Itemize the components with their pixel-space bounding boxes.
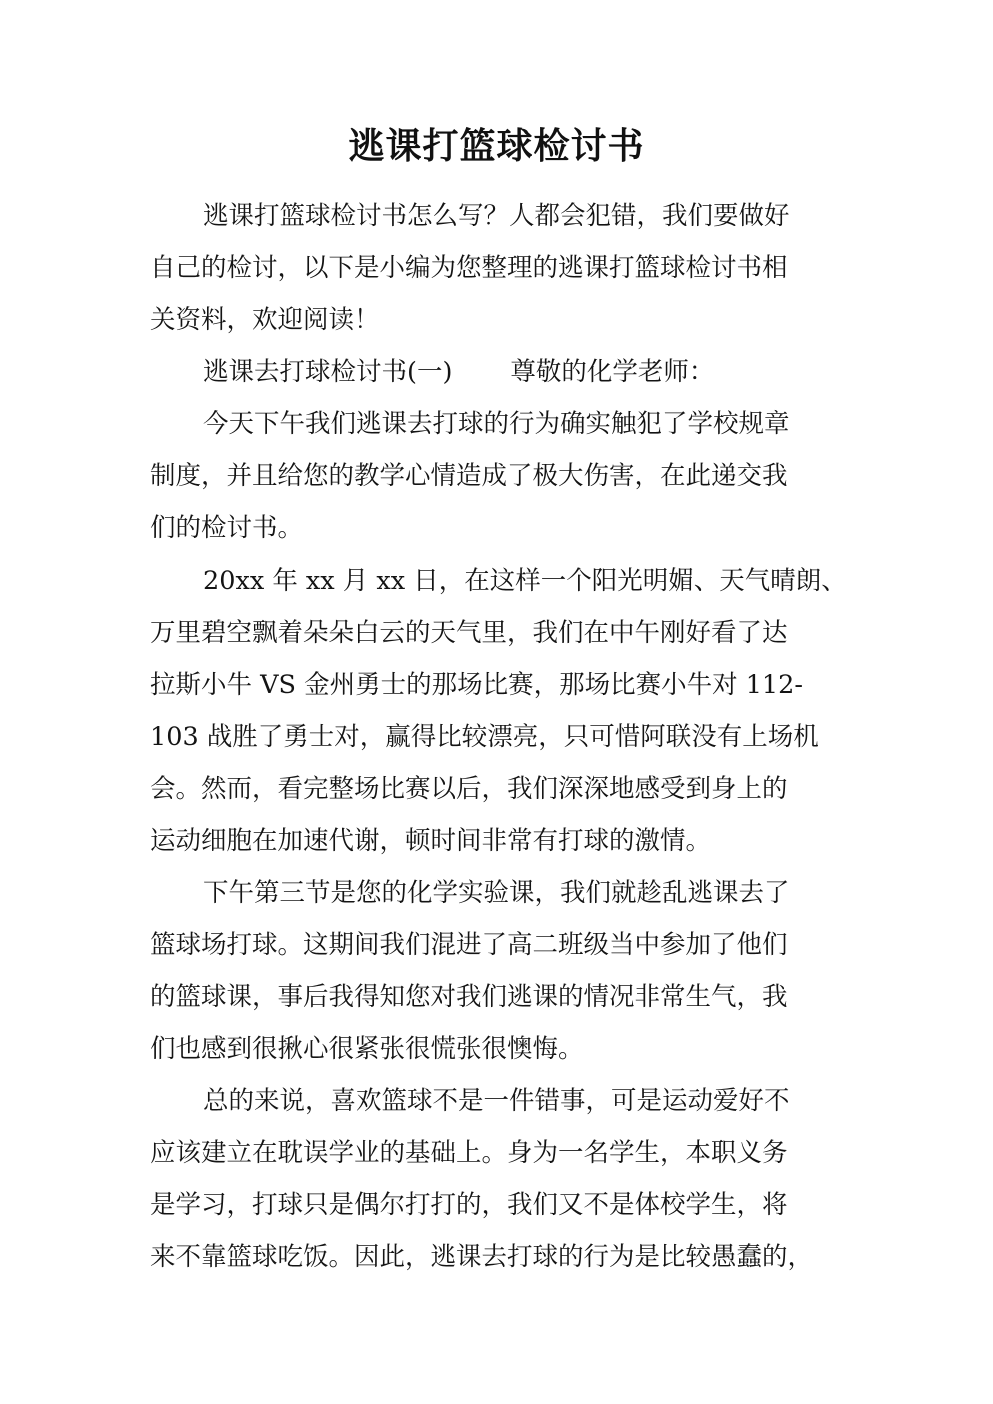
paragraph-2-line-1: 今天下午我们逃课去打球的行为确实触犯了学校规章: [203, 409, 790, 439]
section-title: 逃课去打球检讨书(一): [203, 357, 453, 387]
paragraph-1-line-1: 逃课打篮球检讨书怎么写？人都会犯错，我们要做好: [203, 201, 790, 231]
paragraph-5-line-2: 应该建立在耽误学业的基础上。身为一名学生，本职义务: [150, 1138, 788, 1168]
paragraph-4-line-3: 的篮球课，事后我得知您对我们逃课的情况非常生气，我: [150, 982, 788, 1012]
paragraph-1-line-2: 自己的检讨，以下是小编为您整理的逃课打篮球检讨书相: [150, 253, 788, 283]
paragraph-3-line-2: 万里碧空飘着朵朵白云的天气里，我们在中午刚好看了达: [150, 618, 788, 648]
paragraph-5-line-3: 是学习，打球只是偶尔打打的，我们又不是体校学生，将: [150, 1190, 788, 1220]
paragraph-4-line-1: 下午第三节是您的化学实验课，我们就趁乱逃课去了: [203, 878, 790, 908]
paragraph-4-line-2: 篮球场打球。这期间我们混进了高二班级当中参加了他们: [150, 930, 788, 960]
paragraph-5-line-4: 来不靠篮球吃饭。因此，逃课去打球的行为是比较愚蠢的，: [150, 1242, 814, 1272]
section-heading-line: [203, 352, 714, 392]
paragraph-3-line-3: 拉斯小牛 VS 金州勇士的那场比赛，那场比赛小牛对 112-: [150, 670, 803, 700]
paragraph-2-line-2: 制度，并且给您的教学心情造成了极大伤害，在此递交我: [150, 461, 788, 491]
paragraph-5-line-1: 总的来说，喜欢篮球不是一件错事，可是运动爱好不: [203, 1086, 790, 1116]
paragraph-4-line-4: 们也感到很揪心很紧张很慌张很懊悔。: [150, 1034, 584, 1064]
paragraph-3-line-1: 20xx 年 xx 月 xx 日，在这样一个阳光明媚、天气晴朗、: [203, 566, 847, 596]
paragraph-3-line-4: 103 战胜了勇士对，赢得比较漂亮，只可惜阿联没有上场机: [150, 722, 819, 752]
salutation: 尊敬的化学老师：: [510, 357, 715, 387]
paragraph-1-line-3: 关资料，欢迎阅读！: [150, 305, 380, 335]
document-title: 逃课打篮球检讨书: [348, 125, 645, 167]
paragraph-3-line-6: 运动细胞在加速代谢，顿时间非常有打球的激情。: [150, 826, 712, 856]
paragraph-2-line-3: 们的检讨书。: [150, 513, 304, 543]
paragraph-3-line-5: 会。然而，看完整场比赛以后，我们深深地感受到身上的: [150, 774, 788, 804]
